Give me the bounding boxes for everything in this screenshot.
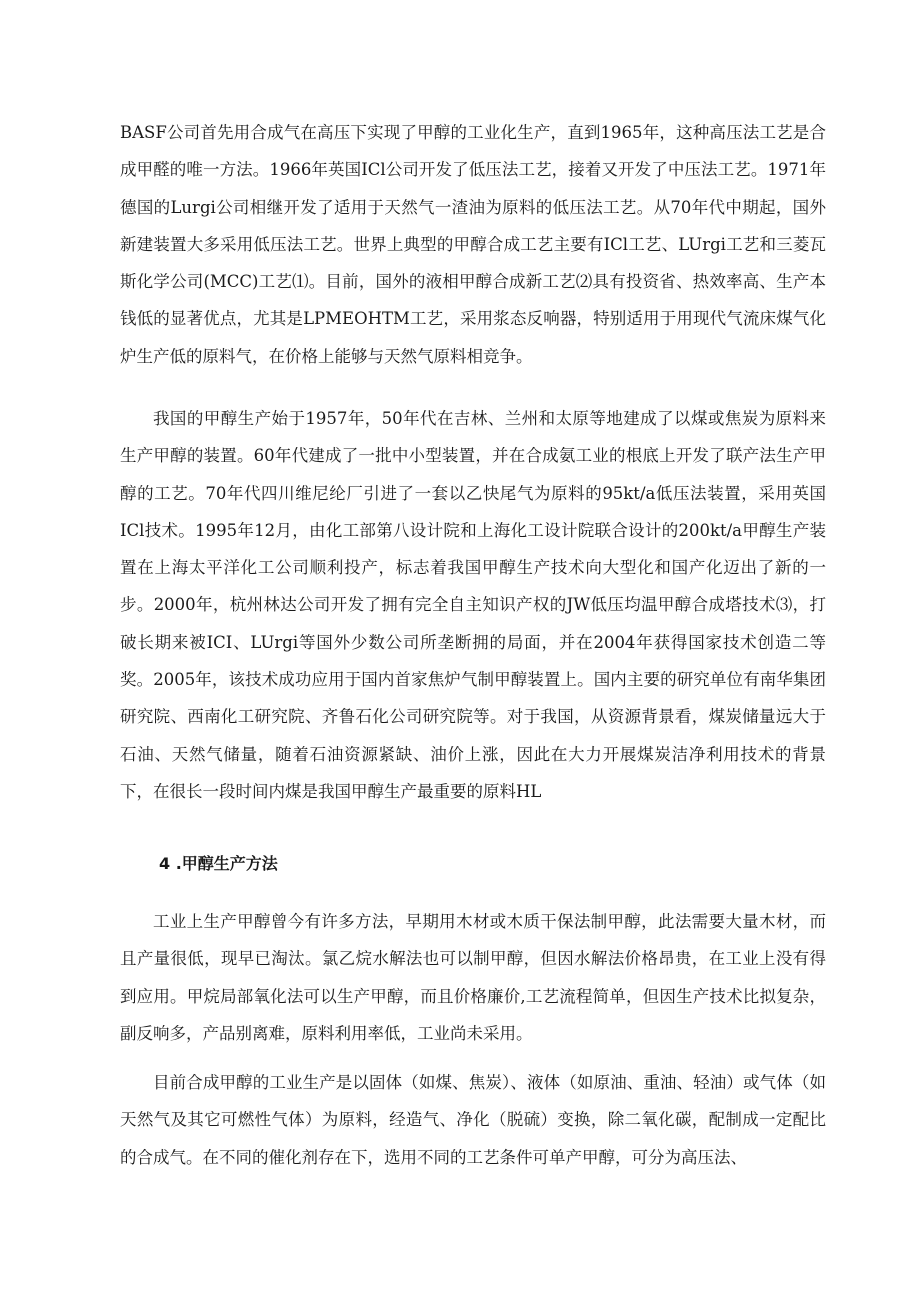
paragraph-methanol-history-foreign: BASF公司首先用合成气在高压下实现了甲醇的工业化生产，直到1965年，这种高压法工艺是合成甲醛的唯一方法。1966年英国ICl公司开发了低压法工艺，接着又开发了中压法工艺。1971年德国的Lurgi公司相继开发了适用于天然气一渣油为原料的低压法工艺。从70年代中期起，国外新建装置大多采用低压法工艺。世界上典型的甲醇合成工艺主要有ICl工艺、LUrgi工艺和三菱瓦斯化学公司(MCC)工艺⑴。目前，国外的液相甲醇合成新工艺⑵具有投资省、热效率高、生产本钱低的显著优点，尤其是LPMEOHTM工艺，采用浆态反响器，特别适用于用现代气流床煤气化炉生产低的原料气，在价格上能够与天然气原料相竞争。 [120, 123, 826, 366]
paragraph-early-methods: 工业上生产甲醇曾今有许多方法，早期用木材或木质干保法制甲醇，此法需要大量木材，而且产量很低，现早已淘汰。氯乙烷水解法也可以制甲醇，但因水解法价格昂贵，在工业上没有得到应用。甲烷局部氧化法可以生产甲醇，而且价格廉价,工艺流程简单，但因生产技术比拟复杂，副反响多，产品别离难，原料利用率低，工业尚未采用。 [120, 912, 826, 1043]
section-heading-production-methods: 4 .甲醇生产方法 [159, 854, 278, 873]
paragraph-current-industrial-production: 目前合成甲醇的工业生产是以固体（如煤、焦炭）、液体（如原油、重油、轻油）或气体（如天然气及其它可燃性气体）为原料，经造气、净化（脱硫）变换，除二氧化碳，配制成一定配比的合成气。在不同的催化剂存在下，选用不同的工艺条件可单产甲醇，可分为高压法、 [120, 1073, 826, 1167]
paragraph-methanol-history-china: 我国的甲醇生产始于1957年，50年代在吉林、兰州和太原等地建成了以煤或焦炭为原料来生产甲醇的装置。60年代建成了一批中小型装置，并在合成氨工业的根底上开发了联产法生产甲醇的工艺。70年代四川维尼纶厂引进了一套以乙快尾气为原料的95kt/a低压法装置，采用英国ICl技术。1995年12月，由化工部第八设计院和上海化工设计院联合设计的200kt/a甲醇生产装置在上海太平洋化工公司顺利投产，标志着我国甲醇生产技术向大型化和国产化迈出了新的一步。2000年，杭州林达公司开发了拥有完全自主知识产权的JW低压均温甲醇合成塔技术⑶，打破长期来被ICI、LUrgi等国外少数公司所垄断拥的局面，并在2004年获得国家技术创造二等奖。2005年，该技术成功应用于国内首家焦炉气制甲醇装置上。国内主要的研究单位有南华集团研究院、西南化工研究院、齐鲁石化公司研究院等。对于我国，从资源背景看，煤炭储量远大于石油、天然气储量，随着石油资源紧缺、油价上涨，因此在大力开展煤炭洁净利用技术的背景下，在很长一段时间内煤是我国甲醇生产最重要的原料HL [120, 409, 826, 801]
